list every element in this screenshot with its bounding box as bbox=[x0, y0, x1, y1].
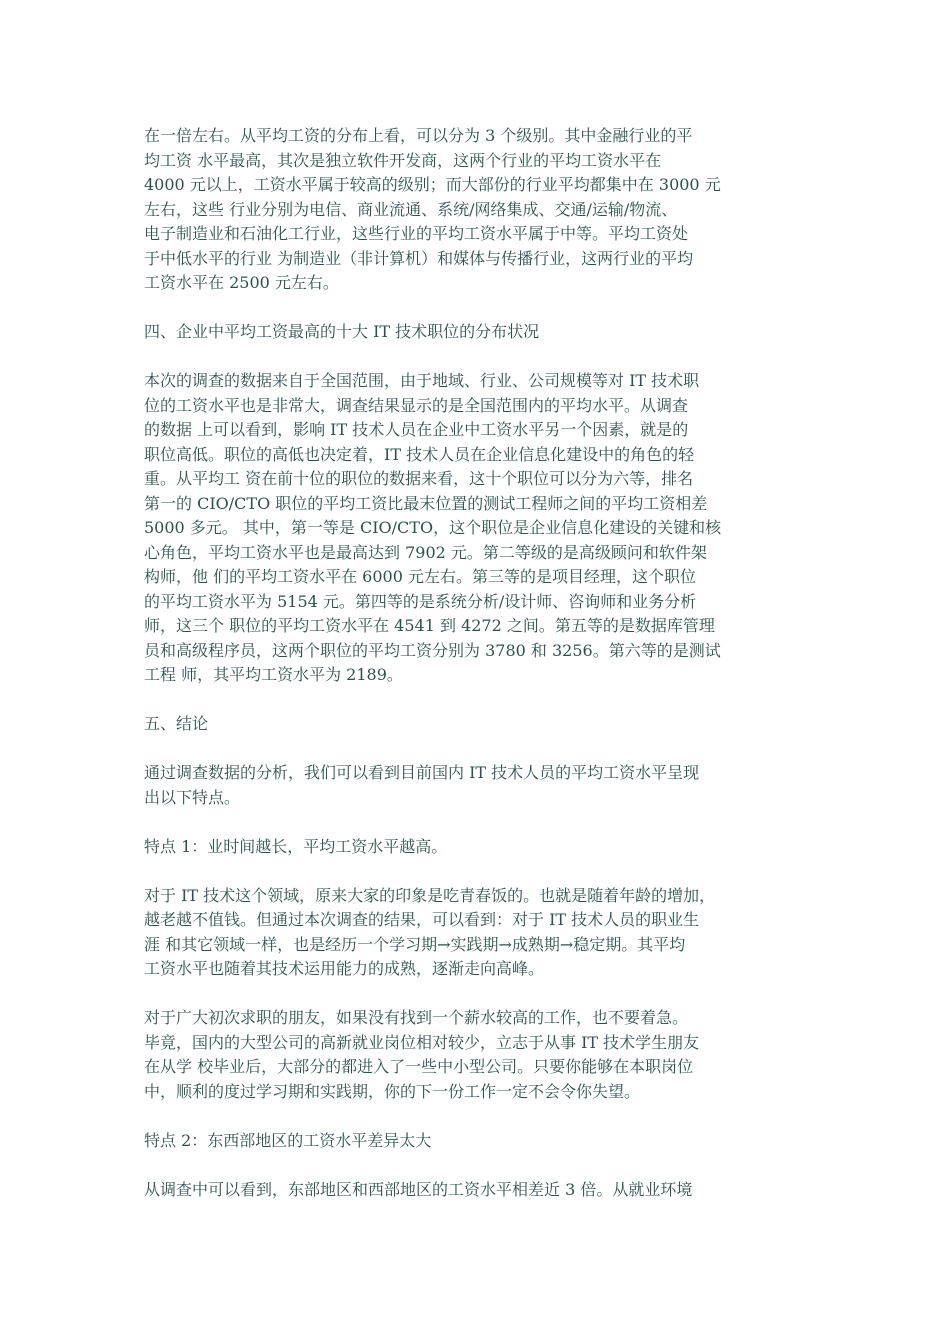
text-line: 越老越不值钱。但通过本次调查的结果，可以看到：对于 IT 技术人员的职业生 bbox=[144, 910, 700, 929]
text-line: 师，这三个 职位的平均工资水平在 4541 到 4272 之间。第五等的是数据库管理 bbox=[144, 616, 715, 635]
paragraph-conclusion-intro bbox=[144, 761, 814, 810]
heading-text: 四、企业中平均工资最高的十大 IT 技术职位的分布状况 bbox=[144, 322, 540, 341]
text-line: 对于广大初次求职的朋友，如果没有找到一个薪水较高的工作，也不要着急。 bbox=[144, 1008, 689, 1027]
text-line: 工程 师，其平均工资水平为 2189。 bbox=[144, 665, 403, 684]
text-line: 在从学 校毕业后，大部分的都进入了一些中小型公司。只要你能够在本职岗位 bbox=[144, 1057, 694, 1076]
text-line: 均工资 水平最高，其次是独立软件开发商，这两个行业的平均工资水平在 bbox=[144, 150, 662, 170]
text-line: 职位高低。职位的高低也决定着，IT 技术人员在企业信息化建设中的角色的轻 bbox=[144, 444, 695, 464]
text-line: 特点 2：东西部地区的工资水平差异太大 bbox=[144, 1130, 432, 1150]
text-line: 左右，这些 行业分别为电信、商业流通、系统/网络集成、交通/运输/物流、 bbox=[144, 199, 678, 219]
text-line: 心角色，平均工资水平也是最高达到 7902 元。第二等级的是高级顾问和软件架 bbox=[144, 542, 707, 562]
section-heading-5 bbox=[144, 712, 814, 737]
text-line: 毕竟，国内的大型公司的高新就业岗位相对较少，立志于从事 IT 技术学生朋友 bbox=[144, 1032, 700, 1052]
feature-heading-1 bbox=[144, 835, 814, 860]
text-line: 的平均工资水平为 5154 元。第四等的是系统分析/设计师、咨询师和业务分析 bbox=[144, 591, 697, 611]
text-line: 特点 1：业时间越长，平均工资水平越高。 bbox=[144, 836, 448, 856]
text-line: 4000 元以上，工资水平属于较高的级别；而大部份的行业平均都集中在 3000 元 bbox=[144, 175, 721, 194]
heading-text: 五、结论 bbox=[144, 714, 209, 733]
text-line: 在一倍左右。从平均工资的分布上看，可以分为 3 个级别。其中金融行业的平 bbox=[144, 126, 693, 145]
paragraph-job-seekers bbox=[144, 1006, 814, 1104]
text-line: 于中低水平的行业 为制造业（非计算机）和媒体与传播行业，这两行业的平均 bbox=[144, 248, 694, 268]
text-line: 涯 和其它领域一样，也是经历一个学习期→实践期→成熟期→稳定期。其平均 bbox=[144, 934, 686, 954]
text-line: 工资水平在 2500 元左右。 bbox=[144, 273, 339, 292]
text-line: 的数据 上可以看到，影响 IT 技术人员在企业中工资水平另一个因素，就是的 bbox=[144, 420, 689, 439]
paragraph-top-positions bbox=[144, 369, 814, 688]
text-line: 中，顺利的度过学习期和实践期，你的下一份工作一定不会令你失望。 bbox=[144, 1081, 641, 1101]
text-line: 本次的调查的数据来自于全国范围，由于地域、行业、公司规模等对 IT 技术职 bbox=[144, 371, 700, 390]
feature-heading-2 bbox=[144, 1129, 814, 1154]
paragraph-industry-salary bbox=[144, 124, 814, 296]
text-line: 工资水平也随着其技术运用能力的成熟，逐渐走向高峰。 bbox=[144, 959, 545, 978]
text-line: 从调查中可以看到，东部地区和西部地区的工资水平相差近 3 倍。从就业环境 bbox=[144, 1179, 693, 1199]
section-heading-4 bbox=[144, 320, 814, 345]
text-line: 第一的 CIO/CTO 职位的平均工资比最末位置的测试工程师之间的平均工资相差 bbox=[144, 493, 708, 513]
text-line: 电子制造业和石油化工行业，这些行业的平均工资水平属于中等。平均工资处 bbox=[144, 224, 689, 243]
text-line: 通过调查数据的分析，我们可以看到目前国内 IT 技术人员的平均工资水平呈现 bbox=[144, 763, 700, 782]
text-line: 员和高级程序员，这两个职位的平均工资分别为 3780 和 3256。第六等的是测试 bbox=[144, 640, 721, 660]
text-line: 出以下特点。 bbox=[144, 787, 241, 807]
text-line: 5000 多元。 其中，第一等是 CIO/CTO，这个职位是企业信息化建设的关键和核 bbox=[144, 518, 722, 537]
paragraph-career-growth bbox=[144, 884, 814, 982]
paragraph-regional-gap bbox=[144, 1178, 814, 1203]
document-page bbox=[144, 124, 814, 1227]
text-line: 重。从平均工 资在前十位的职位的数据来看，这十个职位可以分为六等，排名 bbox=[144, 469, 694, 488]
text-line: 构师，他 们的平均工资水平在 6000 元左右。第三等的是项目经理，这个职位 bbox=[144, 567, 696, 586]
text-line: 对于 IT 技术这个领域，原来大家的印象是吃青春饭的。也就是随着年龄的增加， bbox=[144, 885, 716, 905]
text-line: 位的工资水平也是非常大，调查结果显示的是全国范围内的平均水平。从调查 bbox=[144, 395, 689, 415]
